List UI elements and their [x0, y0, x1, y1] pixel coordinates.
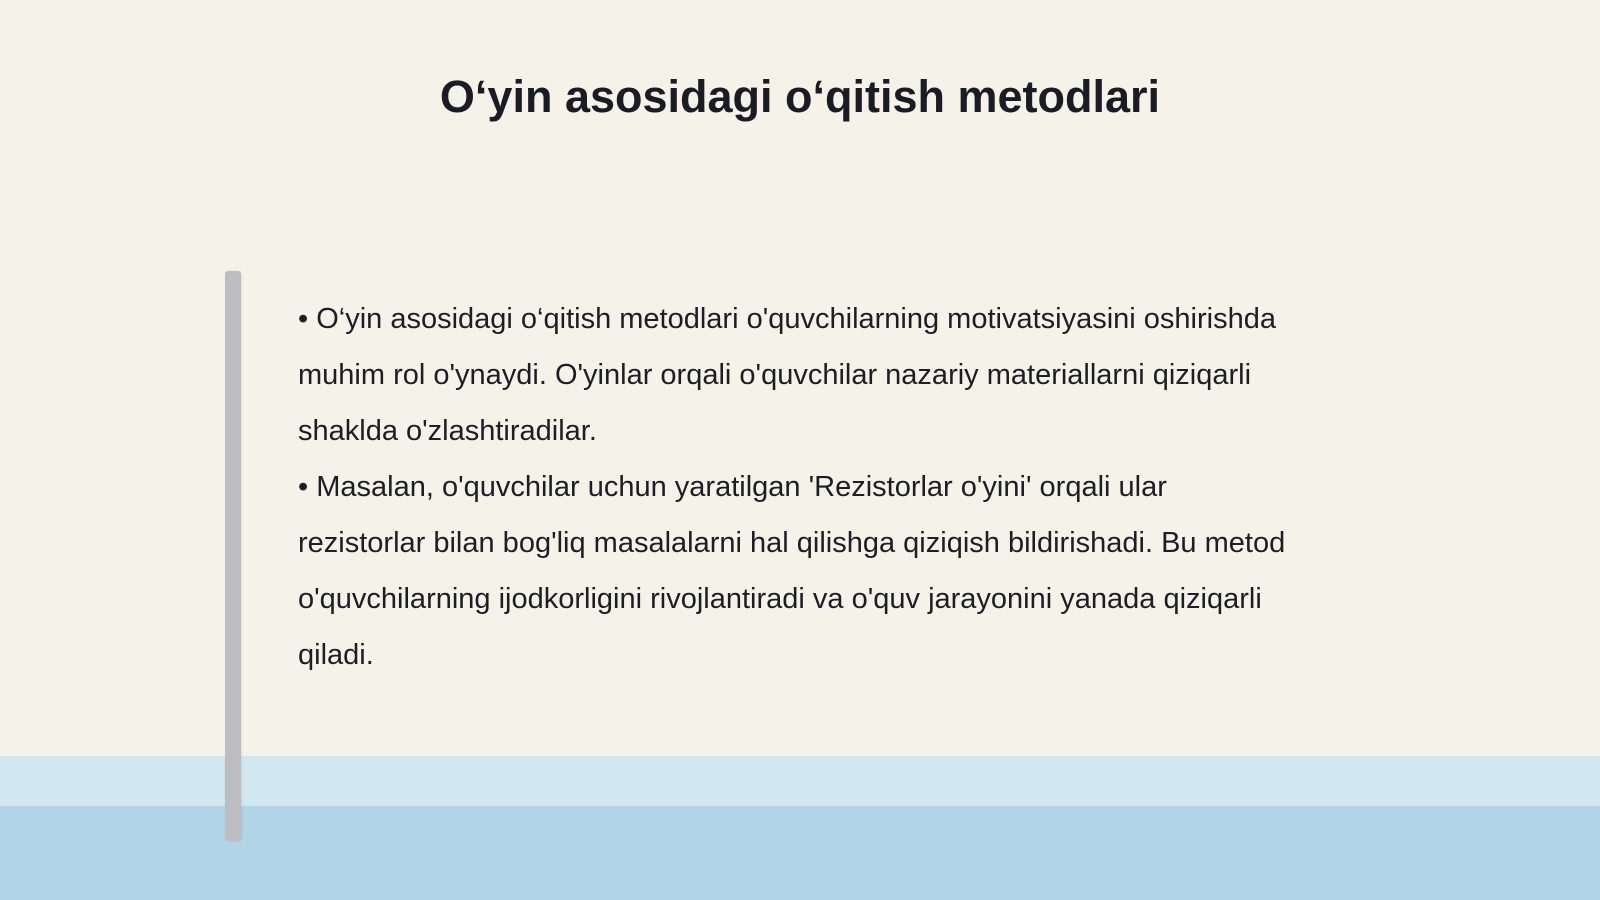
bullet-list — [298, 291, 1298, 683]
slide-title: O‘yin asosidagi o‘qitish metodlari — [439, 71, 1161, 122]
bullet-item: • O‘yin asosidagi o‘qitish metodlari o'quvchilarning motivatsiyasini oshirishda muhim rol o'ynaydi. O'yinlar orqali o'quvchilar nazariy materiallarni qiziqarli shaklda o'zlashtiradilar. — [298, 303, 1276, 447]
accent-bar — [225, 271, 241, 841]
bullet-item: • Masalan, o'quvchilar uchun yaratilgan 'Rezistorlar o'yini' orqali ular rezistorlar bilan bog'liq masalalarni hal qilishga qiziqish bildirishadi. Bu metod o'quvchilarning ijodkorligini rivojlantiradi va o'quv jarayonini yanada qiziqarli qiladi. — [298, 471, 1286, 671]
